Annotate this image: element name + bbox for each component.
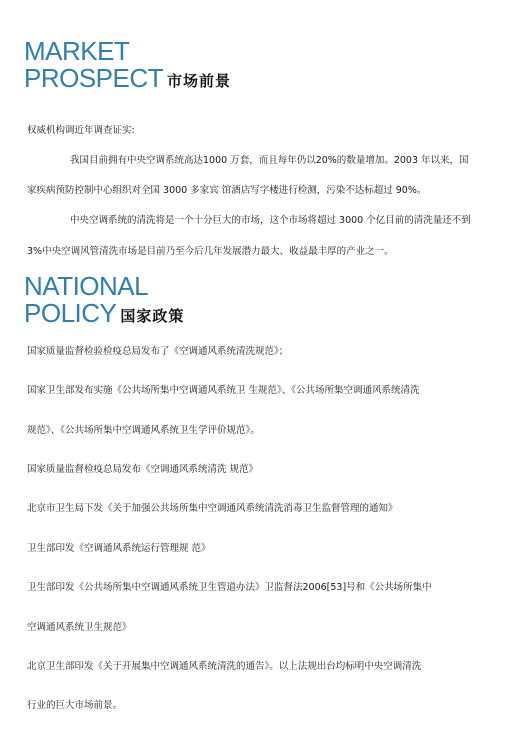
market-heading-line1: MARKET [24,36,130,66]
market-paragraph: 3%中央空调风管清洗市场是目前乃至今后几年发展潜力最大、收益最丰厚的产业之一。 [27,246,394,257]
market-paragraph: 家疾病预防控制中心组织对全国 3000 多家宾 馆酒店写字楼进行检测，污染不达标超过 90%。 [27,185,427,196]
policy-heading-line2 [24,300,184,330]
policy-paragraph: 行业的巨大市场前景。 [27,700,123,711]
market-paragraph: 权威机构调近年调查证实: [27,125,135,136]
policy-paragraph: 北京卫生部印发《关于开展集中空调通风系统清洗的通告》。以上法规出台均标明中央空调清洗 [27,661,422,672]
market-heading-cn: 市场前景 [167,72,232,90]
policy-paragraph: 国家质量监督检验检疫总局发布了《空调通风系统清洗规范》； [27,346,289,357]
policy-paragraph: 国家卫生部发布实施《公共场所集中空调通风系统卫 生规范》、《公共场所集空调通风系统清洗 [27,385,420,396]
policy-paragraph: 国家质量监督检疫总局发布《空调通风系统清洗 规范》 [27,464,259,475]
market-heading-line2 [24,65,231,95]
policy-paragraph: 卫生部印发《空调通风系统运行管理规 范》 [27,543,211,554]
market-heading-en: PROSPECT [24,63,164,93]
policy-heading-en: POLICY [24,298,117,328]
market-paragraph: 中央空调系统的清洗将是一个十分巨大的市场，这个市场将超过 3000 个亿目前的清洗量还不到 [70,215,471,226]
policy-heading-cn: 国家政策 [120,307,185,325]
policy-paragraph: 北京市卫生局下发《关于加强公共场所集中空调通风系统清洗消毒卫生监督管理的通知》 [27,503,398,514]
policy-heading-line1: NATIONAL [24,271,149,301]
market-prospect-heading [24,38,231,95]
policy-paragraph: 空调通风系统卫生规范》 [27,622,132,633]
policy-paragraph: 规范》、《公共场所集中空调通风系统卫生学评价规范》。 [27,425,260,436]
policy-paragraph: 卫生部印发《公共场所集中空调通风系统卫生管道办法》卫监督法2006[53]号和《公共场所集中 [27,582,432,593]
market-paragraph: 我国目前拥有中央空调系统高达1000 万套，而且每年仍以20%的数量增加。2003 年以来，国 [70,155,469,166]
national-policy-heading [24,273,184,330]
